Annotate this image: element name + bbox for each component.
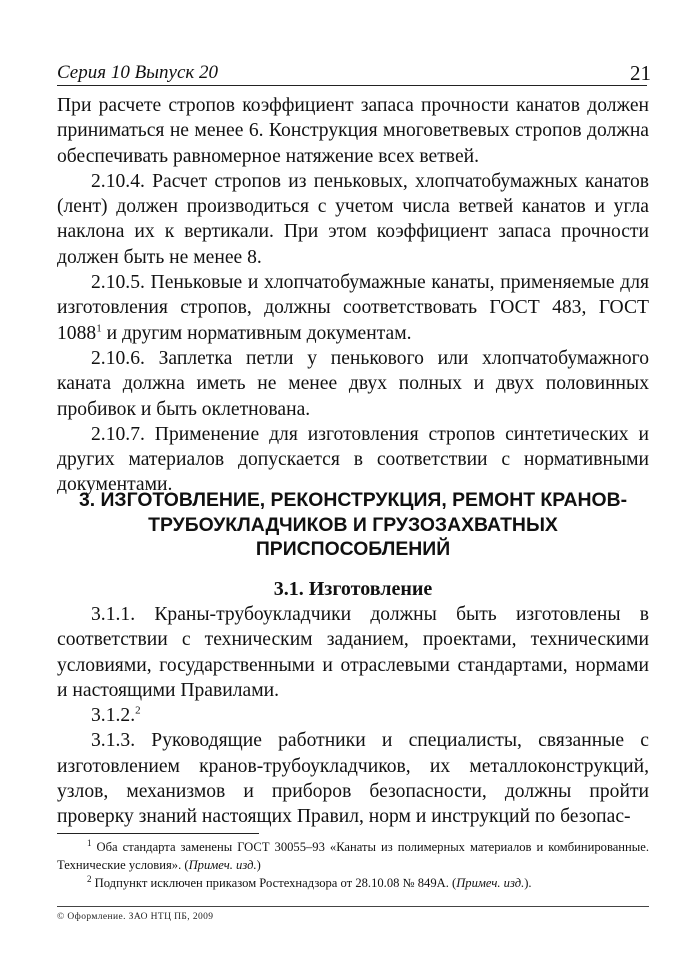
footnote-tail: ): [256, 858, 261, 872]
paragraph-2-10-4: 2.10.4. Расчет стропов из пеньковых, хлопчатобумажных канатов (лент) должен производиться с учетом числа ветвей канатов и угла наклона их к вертикали. При этом коэффициент запаса прочности должен быть не менее 8.: [57, 170, 649, 268]
paragraph-2-10-5: [57, 270, 649, 346]
header-rule: [57, 85, 647, 86]
page-number: 21: [630, 61, 651, 85]
paragraph-3-1-1: 3.1.1. Краны-трубоукладчики должны быть изготовлены в соответствии с техническим заданием, проектами, техническими условиями, государственными и отраслевыми стандартами, нормами и настоящими Правилами.: [57, 604, 649, 701]
paragraph-3-1-3: 3.1.3. Руководящие работники и специалисты, связанные с изготовлением кранов-трубоукладчиков, их металлоконструкций, узлов, механизмов и приборов безопасности, должны пройти проверку знаний настоящих Правил, норм и инструкций по безопас-: [57, 730, 649, 828]
footnote-separator: [57, 833, 259, 834]
footnote-mark: 1: [87, 837, 92, 848]
footnote-text: Оба стандарта заменены ГОСТ 30055–93 «Канаты из полимерных материалов и комбинированные. Технические условия». (: [57, 840, 649, 872]
paragraph-3-1-2: [57, 703, 649, 728]
paragraph-text: 2.10.5. Пеньковые и хлопчатобумажные канаты, применяемые для изготовления стропов, должны соответствовать ГОСТ 483, ГОСТ 1088: [57, 272, 649, 344]
footnote-editor-note: Примеч. изд.: [188, 858, 257, 872]
footnote-ref: 1: [96, 322, 102, 335]
paragraph-text: 3.1.2.: [91, 705, 136, 727]
footnote-ref: 2: [135, 704, 141, 717]
header-series-title: Серия 10 Выпуск 20: [57, 62, 219, 83]
footnote-text: Подпункт исключен приказом Ростехнадзора от 28.10.08 № 849А. (: [91, 876, 457, 890]
running-header: [57, 56, 653, 86]
footer-rule: [57, 906, 649, 907]
paragraph-2-10-7: 2.10.7. Применение для изготовления стропов синтетических и других материалов допускается в соответствии с нормативными документами.: [57, 423, 649, 496]
copyright-notice: © Оформление. ЗАО НТЦ ПБ, 2009: [57, 912, 214, 922]
footnote: [57, 838, 649, 874]
section-heading: 3. ИЗГОТОВЛЕНИЕ, РЕКОНСТРУКЦИЯ, РЕМОНТ КРАНОВ-ТРУБОУКЛАДЧИКОВ И ГРУЗОЗАХВАТНЫХ ПРИСПОСОБЛЕНИЙ: [78, 489, 628, 560]
body-text-top: [57, 93, 649, 498]
footnotes: [57, 838, 649, 892]
footnote-tail: ).: [524, 876, 532, 890]
paragraph-text: и другим нормативным документам.: [101, 322, 412, 344]
footnote: [57, 874, 649, 892]
footnote-editor-note: Примеч. изд.: [456, 876, 525, 890]
paragraph: При расчете стропов коэффициент запаса прочности канатов должен приниматься не менее 6. Конструкция многоветвевых стропов должна обеспечивать равномерное натяжение всех ветвей.: [57, 95, 649, 167]
paragraph-2-10-6: 2.10.6. Заплетка петли у пенькового или хлопчатобумажного каната должна иметь не менее двух полных и двух половинных пробивок и быть оклетнована.: [57, 347, 649, 420]
footnote-mark: 2: [87, 873, 92, 884]
body-text-section: [57, 602, 649, 830]
subsection-heading: 3.1. Изготовление: [273, 578, 433, 600]
